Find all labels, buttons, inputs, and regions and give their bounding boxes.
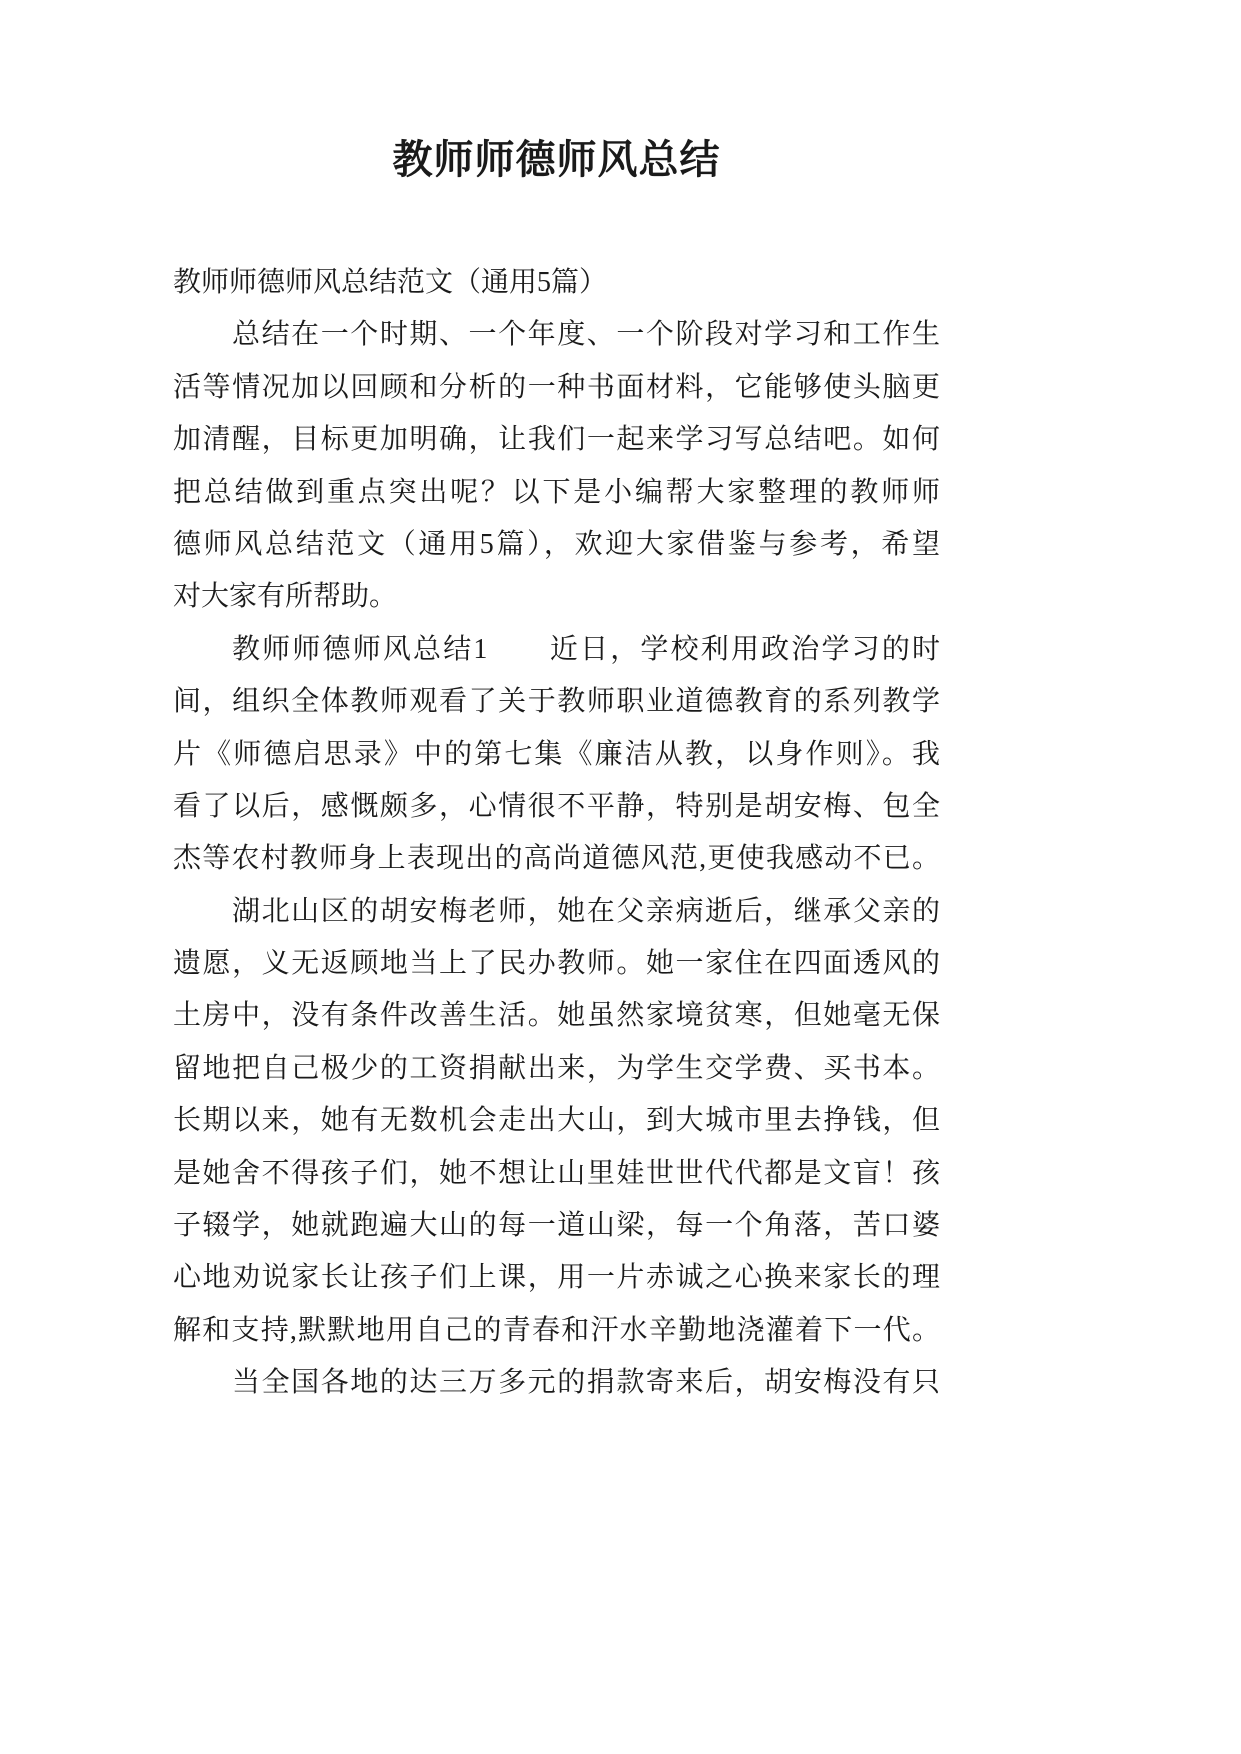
text-line: 间，组织全体教师观看了关于教师职业道德教育的系列教学 (173, 686, 940, 718)
text-line: 对大家有所帮助。 (173, 581, 398, 613)
text-line: 心地劝说家长让孩子们上课，用一片赤诚之心换来家长的理 (173, 1262, 940, 1294)
document-title: 教师师德师风总结 (392, 137, 721, 182)
text-line: 活等情况加以回顾和分析的一种书面材料，它能够使头脑更 (173, 371, 940, 403)
text-line: 总结在一个时期、一个年度、一个阶段对学习和工作生 (232, 319, 940, 351)
text-line: 杰等农村教师身上表现出的高尚道德风范,更使我感动不已。 (173, 843, 940, 875)
text-line: 把总结做到重点突出呢？以下是小编帮大家整理的教师师 (173, 476, 940, 508)
text-line: 是她舍不得孩子们，她不想让山里娃世世代代都是文盲！孩 (173, 1157, 940, 1189)
document-subtitle: 教师师德师风总结范文（通用5篇） (173, 267, 608, 298)
text-line: 看了以后，感慨颇多，心情很不平静，特别是胡安梅、包全 (173, 790, 940, 822)
text-line: 子辍学，她就跑遍大山的每一道山梁，每一个角落，苦口婆 (173, 1210, 940, 1242)
paragraph-donations (173, 1357, 940, 1409)
paragraph-summary-1 (173, 624, 940, 886)
text-line: 片《师德启思录》中的第七集《廉洁从教，以身作则》。我 (173, 738, 940, 770)
text-line: 解和支持,默默地用自己的青春和汗水辛勤地浇灌着下一代。 (173, 1314, 940, 1346)
text-line: 长期以来，她有无数机会走出大山，到大城市里去挣钱，但 (173, 1105, 940, 1137)
paragraph-hu-anmei (173, 886, 940, 1358)
document-body (173, 257, 940, 1410)
text-line: 当全国各地的达三万多元的捐款寄来后，胡安梅没有只 (232, 1367, 940, 1399)
text-line: 加清醒，目标更加明确，让我们一起来学习写总结吧。如何 (173, 424, 940, 456)
paragraph-intro (173, 309, 940, 623)
text-line: 留地把自己极少的工资捐献出来，为学生交学费、买书本。 (173, 1052, 940, 1084)
text-line: 土房中，没有条件改善生活。她虽然家境贫寒，但她毫无保 (173, 1000, 940, 1032)
text-line: 湖北山区的胡安梅老师，她在父亲病逝后，继承父亲的 (232, 895, 940, 927)
text-line: 德师风总结范文（通用5篇），欢迎大家借鉴与参考，希望 (173, 528, 940, 560)
text-line: 遗愿，义无返顾地当上了民办教师。她一家住在四面透风的 (173, 948, 940, 980)
text-line: 教师师德师风总结1 近日，学校利用政治学习的时 (232, 633, 940, 665)
